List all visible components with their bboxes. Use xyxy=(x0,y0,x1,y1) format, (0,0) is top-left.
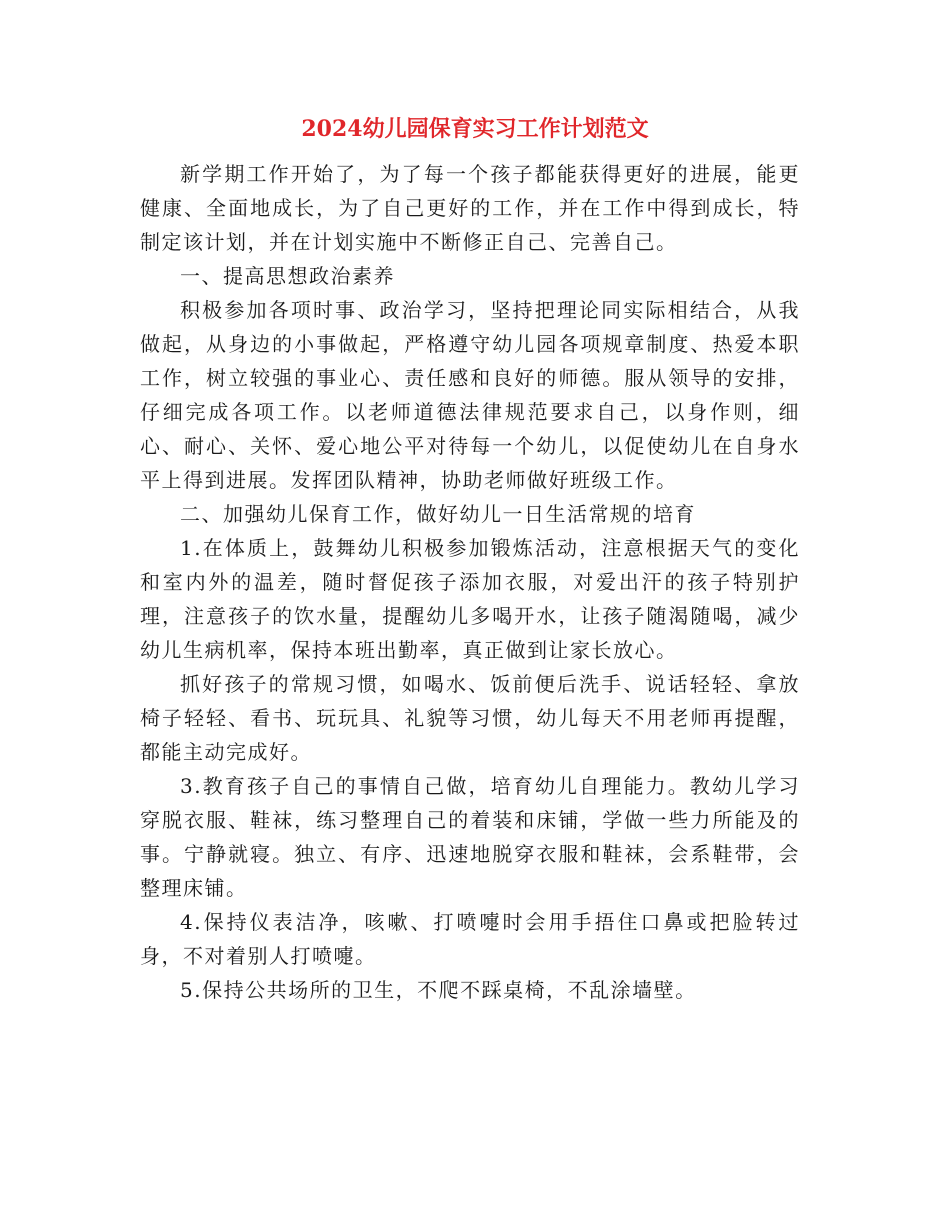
paragraph-item-3: 3.教育孩子自己的事情自己做，培育幼儿自理能力。教幼儿学习穿脱衣服、鞋袜，练习整理自己的着装和床铺，学做一些力所能及的事。宁静就寝。独立、有序、迅速地脱穿衣服和鞋袜，会系鞋带，会整理床铺。 xyxy=(140,774,800,900)
paragraph-habits: 抓好孩子的常规习惯，如喝水、饭前便后洗手、说话轻轻、拿放椅子轻轻、看书、玩玩具、礼貌等习惯，幼儿每天不用老师再提醒，都能主动完成好。 xyxy=(140,672,800,764)
paragraph-item-4: 4.保持仪表洁净，咳嗽、打喷嚏时会用手捂住口鼻或把脸转过身，不对着别人打喷嚏。 xyxy=(140,910,800,968)
document-title: 2024幼儿园保育实习工作计划范文 xyxy=(301,116,649,142)
paragraph-item-5: 5.保持公共场所的卫生，不爬不踩桌椅，不乱涂墙壁。 xyxy=(180,978,697,1002)
paragraph-section-1: 积极参加各项时事、政治学习，坚持把理论同实际相结合，从我做起，从身边的小事做起，严格遵守幼儿园各项规章制度、热爱本职工作，树立较强的事业心、责任感和良好的师德。服从领导的安排，仔细完成各项工作。以老师道德法律规范要求自己，以身作则，细心、耐心、关怀、爱心地公平对待每一个幼儿，以促使幼儿在自身水平上得到进展。发挥团队精神，协助老师做好班级工作。 xyxy=(140,298,800,492)
section-heading-1: 一、提高思想政治素养 xyxy=(180,264,395,288)
paragraph-intro: 新学期工作开始了，为了每一个孩子都能获得更好的进展，能更健康、全面地成长，为了自己更好的工作，并在工作中得到成长，特制定该计划，并在计划实施中不断修正自己、完善自己。 xyxy=(140,162,800,254)
section-heading-2: 二、加强幼儿保育工作，做好幼儿一日生活常规的培育 xyxy=(180,502,696,526)
document-body xyxy=(140,157,800,1007)
paragraph-item-1: 1.在体质上，鼓舞幼儿积极参加锻炼活动，注意根据天气的变化和室内外的温差，随时督促孩子添加衣服，对爱出汗的孩子特别护理，注意孩子的饮水量，提醒幼儿多喝开水，让孩子随渴随喝，减少幼儿生病机率，保持本班出勤率，真正做到让家长放心。 xyxy=(140,536,800,662)
